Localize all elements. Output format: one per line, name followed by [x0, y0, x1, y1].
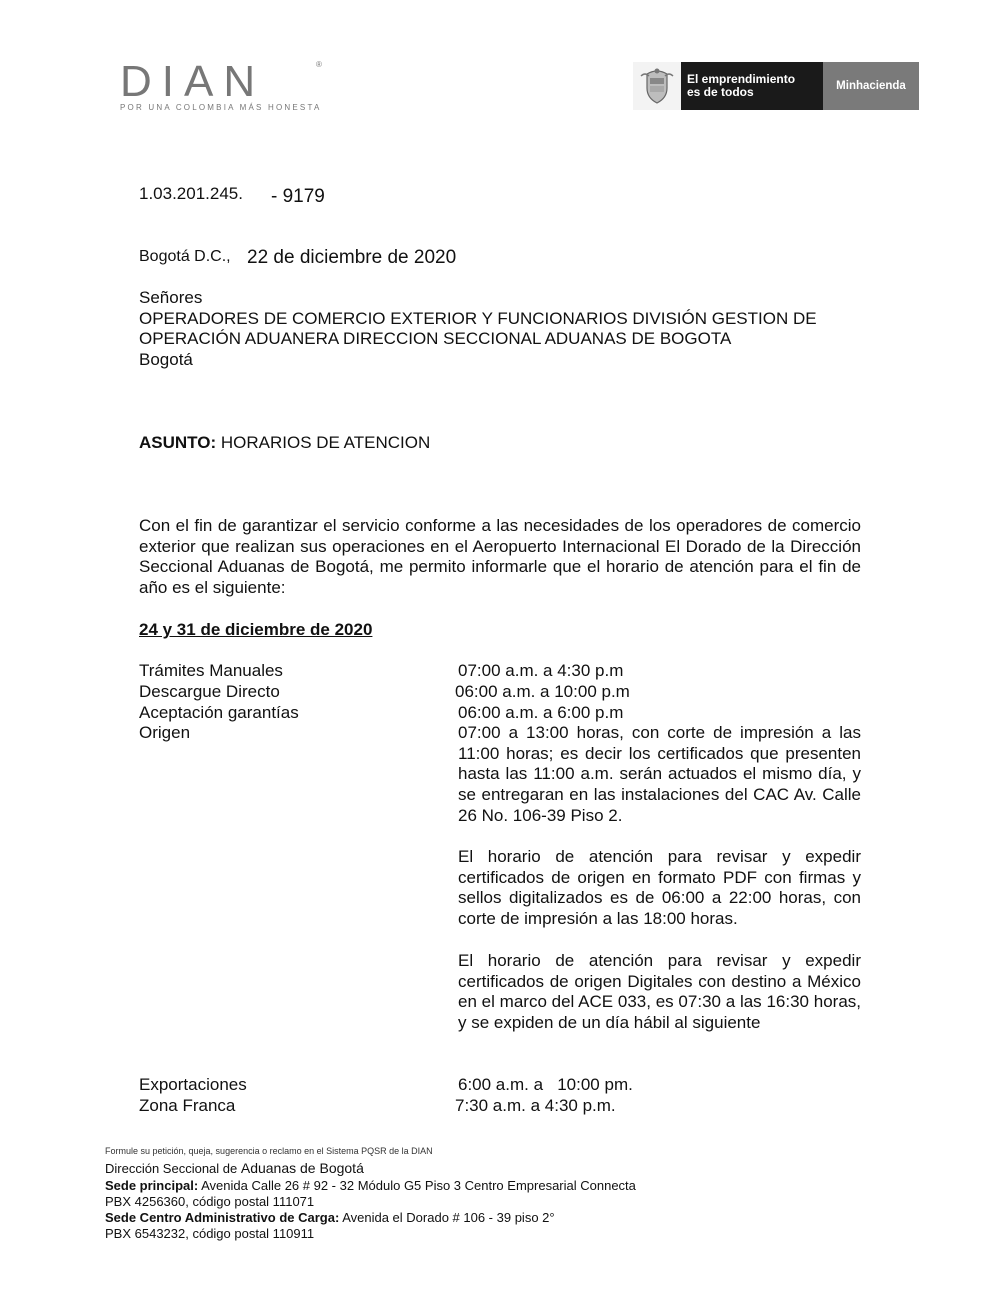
footer-hq-phone: PBX 4256360, código postal 111071 — [105, 1194, 315, 1209]
dian-logo — [120, 57, 325, 114]
schedule-label-1: Trámites Manuales — [139, 661, 283, 680]
recipient-line-2: OPERACIÓN ADUANERA DIRECCION SECCIONAL ADUANAS DE BOGOTA — [139, 329, 732, 349]
schedule-label-4: Origen — [139, 723, 191, 742]
schedule-hours-6: 7:30 a.m. a 4:30 p.m. — [455, 1096, 616, 1115]
gov-slogan — [681, 62, 823, 110]
schedule-hours-3: 06:00 a.m. a 6:00 p.m — [458, 703, 624, 722]
footer-hq — [105, 1178, 636, 1194]
recipient-line-1: OPERADORES DE COMERCIO EXTERIOR Y FUNCIONARIOS DIVISIÓN GESTION DE — [139, 308, 817, 328]
salutation: Señores — [139, 288, 203, 307]
footer-cac-address: Avenida el Dorado # 106 - 39 piso 2° — [342, 1210, 555, 1225]
footer-pqsr: Formule su petición, queja, sugerencia o reclamo en el Sistema PQSR de la DIAN — [105, 1146, 433, 1156]
footer-office — [105, 1160, 364, 1176]
schedule-hours-1: 07:00 a.m. a 4:30 p.m — [458, 661, 624, 680]
footer-office-name: Aduanas de Bogotá — [240, 1160, 364, 1176]
origen-paragraph-2: El horario de atención para revisar y expedir certificados de origen en formato PDF con firmas y sellos digitalizados es de 06:00 a 22:00 horas, con corte de impresión a las 18:00 horas. — [458, 847, 861, 929]
footer-hq-label: Sede principal: — [105, 1178, 199, 1193]
recipient-block — [139, 288, 861, 371]
date-city: Bogotá D.C., — [139, 248, 231, 265]
schedule-hours-5: 6:00 a.m. a 10:00 pm. — [458, 1075, 633, 1094]
footer-cac-phone: PBX 6543232, código postal 110911 — [105, 1226, 315, 1241]
schedule-label-5: Exportaciones — [139, 1075, 247, 1094]
recipient-city: Bogotá — [139, 350, 193, 370]
schedule-hours-2: 06:00 a.m. a 10:00 p.m — [455, 682, 630, 701]
letter-date: 22 de diciembre de 2020 — [247, 247, 457, 268]
dian-tagline: POR UNA COLOMBIA MÁS HONESTA — [120, 103, 322, 112]
schedule-label-2: Descargue Directo — [139, 682, 280, 701]
ministry-label: Minhacienda — [823, 62, 919, 110]
subject-text: HORARIOS DE ATENCION — [220, 433, 431, 452]
dates-heading: 24 y 31 de diciembre de 2020 — [139, 620, 373, 639]
coat-of-arms-icon — [633, 62, 681, 110]
schedule-label-3: Aceptación garantías — [139, 703, 299, 722]
footer-cac-label: Sede Centro Administrativo de Carga: — [105, 1210, 340, 1225]
footer-cac — [105, 1210, 555, 1226]
schedule-label-6: Zona Franca — [139, 1096, 236, 1115]
origen-paragraph-3: El horario de atención para revisar y expedir certificados de origen Digitales con destino a México en el marco del ACE 033, es 07:30 a las 16:30 horas, y se expiden de un día hábil al siguiente — [458, 951, 861, 1033]
subject — [139, 433, 430, 454]
gov-slogan-line2: es de todos — [687, 85, 754, 99]
footer-office-prefix: Dirección Seccional de — [105, 1161, 238, 1176]
schedule-hours-4: 07:00 a 13:00 horas, con corte de impresión a las 11:00 horas; es decir los certificados que presenten hasta las 11:00 a.m. serán actuados el mismo día, y se entregaran en las instalaciones del CAC Av. Calle 26 No. 106-39 Piso 2. — [458, 723, 861, 825]
government-banner — [633, 62, 919, 110]
footer-hq-address: Avenida Calle 26 # 92 - 32 Módulo G5 Piso 3 Centro Empresarial Connecta — [201, 1178, 636, 1193]
intro-paragraph: Con el fin de garantizar el servicio conforme a las necesidades de los operadores de comercio exterior que realizan sus operaciones en el Aeropuerto Internacional El Dorado de la Dirección Seccional Aduanas de Bogotá, me permito informarle que el horario de atención para el fin de año es el siguiente: — [139, 516, 861, 598]
registered-mark: ® — [316, 60, 322, 69]
dian-logo-text: DIAN — [120, 57, 266, 106]
reference-number: - 9179 — [271, 186, 325, 207]
subject-label: ASUNTO: — [139, 433, 217, 452]
reference-prefix: 1.03.201.245. — [139, 184, 243, 203]
gov-slogan-line1: El emprendimiento — [687, 72, 796, 86]
